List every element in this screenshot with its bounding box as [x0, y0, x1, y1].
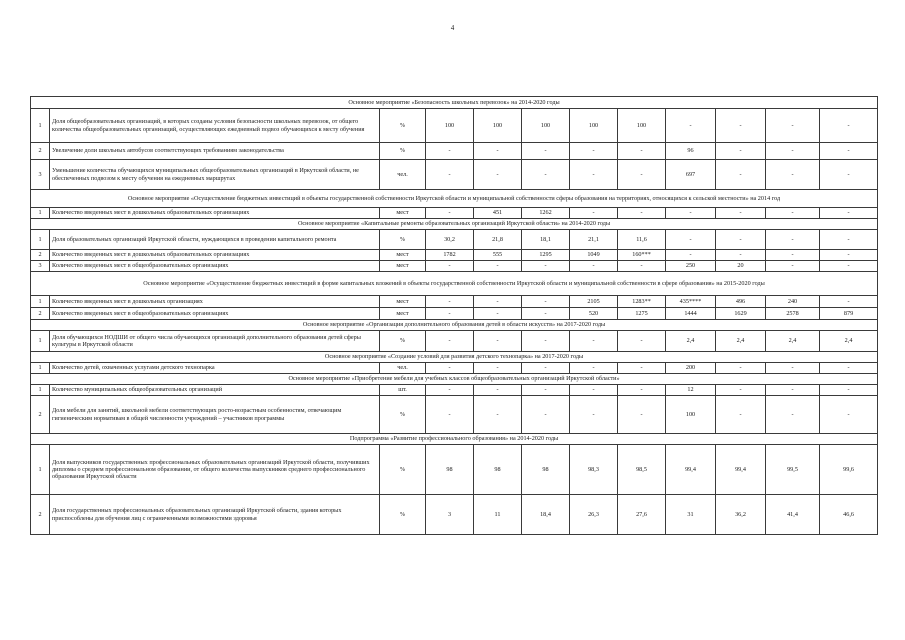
indicator-name: Доля образовательных организаций Иркутской области, нуждающихся в проведении капитального ремонта [50, 230, 380, 250]
value-cell: - [522, 160, 570, 190]
table-row [31, 109, 878, 143]
value-cell: - [716, 363, 766, 374]
value-cell: - [570, 261, 618, 272]
value-cell: 451 [474, 208, 522, 219]
table-row [31, 495, 878, 535]
section-header-row [31, 272, 878, 296]
row-number: 1 [31, 208, 50, 219]
value-cell: - [570, 363, 618, 374]
value-cell: - [570, 160, 618, 190]
value-cell: - [618, 385, 666, 396]
value-cell: - [474, 261, 522, 272]
value-cell: - [570, 385, 618, 396]
unit-cell: % [380, 331, 426, 352]
value-cell: 99,4 [716, 445, 766, 495]
value-cell: 100 [426, 109, 474, 143]
value-cell: - [522, 331, 570, 352]
section-header-row [31, 97, 878, 109]
value-cell: 1782 [426, 250, 474, 261]
value-cell: - [820, 143, 878, 160]
value-cell: 250 [666, 261, 716, 272]
value-cell: - [426, 385, 474, 396]
value-cell: 99,4 [666, 445, 716, 495]
indicator-name: Доля выпускников государственных профессиональных образовательных организаций Иркутской области, получивших дипломы о среднем профессиональном образовании, от общего количества выпускников среднего профессионального образования Иркутской области [50, 445, 380, 495]
unit-cell: % [380, 495, 426, 535]
row-number: 2 [31, 396, 50, 434]
section-title: Основное мероприятие «Осуществление бюджетных инвестиций в объекты государственной собственности Иркутской области и муниципальной собственности сферы образования на территориях, относящихся к сельской местности» на 2014 год [31, 190, 878, 208]
row-number: 3 [31, 160, 50, 190]
section-title: Основное мероприятие «Осуществление бюджетных инвестиций в форме капитальных вложений в объекты государственной собственности Иркутской области и муниципальной собственности в сфере образования» на 2015-2020 годы [31, 272, 878, 296]
value-cell: - [820, 250, 878, 261]
indicator-name: Количество введенных мест в дошкольных образовательных организациях [50, 208, 380, 219]
value-cell: - [618, 160, 666, 190]
value-cell: 98 [426, 445, 474, 495]
section-title: Основное мероприятие «Приобретение мебели для учебных классов общеобразовательных организаций Иркутской области» [31, 374, 878, 385]
value-cell: 46,6 [820, 495, 878, 535]
section-header-row [31, 190, 878, 208]
table-row [31, 331, 878, 352]
row-number: 2 [31, 250, 50, 261]
row-number: 1 [31, 296, 50, 308]
unit-cell: мест [380, 296, 426, 308]
value-cell: - [426, 331, 474, 352]
value-cell: 100 [618, 109, 666, 143]
value-cell: - [766, 261, 820, 272]
value-cell: - [716, 109, 766, 143]
value-cell: - [570, 143, 618, 160]
value-cell: - [716, 396, 766, 434]
value-cell: 27,6 [618, 495, 666, 535]
row-number: 1 [31, 230, 50, 250]
value-cell: 98,3 [570, 445, 618, 495]
value-cell: - [522, 308, 570, 320]
row-number: 1 [31, 331, 50, 352]
value-cell: - [474, 385, 522, 396]
value-cell: 100 [522, 109, 570, 143]
value-cell: - [426, 308, 474, 320]
value-cell: - [666, 230, 716, 250]
unit-cell: чел. [380, 363, 426, 374]
indicator-name: Доля общеобразовательных организаций, в которых созданы условия безопасности школьных перевозок, от общего количества общеобразовательных организаций, осуществляющих ежедневный подвоз обучающихся к месту обучения [50, 109, 380, 143]
indicator-name: Количество введенных мест в общеобразовательных организациях [50, 261, 380, 272]
unit-cell: шт. [380, 385, 426, 396]
value-cell: - [666, 250, 716, 261]
value-cell: - [666, 208, 716, 219]
value-cell: 100 [474, 109, 522, 143]
indicator-name: Количество детей, охваченных услугами детского технопарка [50, 363, 380, 374]
value-cell: 697 [666, 160, 716, 190]
value-cell: - [474, 363, 522, 374]
section-title: Основное мероприятие «Создание условий для развития детского технопарка» на 2017-2020 годы [31, 352, 878, 363]
value-cell: 2,4 [716, 331, 766, 352]
value-cell: - [618, 208, 666, 219]
value-cell: - [426, 208, 474, 219]
value-cell: - [474, 160, 522, 190]
value-cell: 1295 [522, 250, 570, 261]
value-cell: 11,6 [618, 230, 666, 250]
indicators-table [30, 96, 878, 535]
value-cell: - [618, 396, 666, 434]
table-row [31, 230, 878, 250]
value-cell: - [618, 331, 666, 352]
unit-cell: мест [380, 308, 426, 320]
table-row [31, 445, 878, 495]
value-cell: - [716, 385, 766, 396]
page-number: 4 [450, 24, 455, 32]
value-cell: - [766, 396, 820, 434]
value-cell: - [426, 160, 474, 190]
value-cell: - [766, 385, 820, 396]
value-cell: - [820, 261, 878, 272]
value-cell: - [766, 109, 820, 143]
value-cell: - [618, 143, 666, 160]
value-cell: 435**** [666, 296, 716, 308]
value-cell: 21,1 [570, 230, 618, 250]
unit-cell: чел. [380, 160, 426, 190]
value-cell: 98 [474, 445, 522, 495]
value-cell: 100 [570, 109, 618, 143]
table-row [31, 160, 878, 190]
value-cell: 12 [666, 385, 716, 396]
value-cell: - [766, 250, 820, 261]
value-cell: 240 [766, 296, 820, 308]
value-cell: 2,4 [820, 331, 878, 352]
value-cell: 3 [426, 495, 474, 535]
row-number: 1 [31, 109, 50, 143]
value-cell: 31 [666, 495, 716, 535]
value-cell: 1444 [666, 308, 716, 320]
indicator-name: Доля государственных профессиональных образовательных организаций Иркутской области, здания которых приспособлены для обучения лиц с ограниченными возможностями здоровья [50, 495, 380, 535]
value-cell: 1049 [570, 250, 618, 261]
value-cell: - [766, 143, 820, 160]
value-cell: - [522, 385, 570, 396]
table-row [31, 396, 878, 434]
value-cell: 200 [666, 363, 716, 374]
section-header-row [31, 219, 878, 230]
section-header-row [31, 434, 878, 445]
table-row [31, 261, 878, 272]
unit-cell: % [380, 143, 426, 160]
section-header-row [31, 320, 878, 331]
table-row [31, 143, 878, 160]
value-cell: - [570, 396, 618, 434]
value-cell: 2105 [570, 296, 618, 308]
value-cell: 41,4 [766, 495, 820, 535]
row-number: 2 [31, 143, 50, 160]
value-cell: 1283** [618, 296, 666, 308]
unit-cell: % [380, 109, 426, 143]
row-number: 2 [31, 495, 50, 535]
value-cell: - [820, 396, 878, 434]
value-cell: 160*** [618, 250, 666, 261]
value-cell: - [474, 396, 522, 434]
value-cell: 18,4 [522, 495, 570, 535]
indicator-name: Количество введенных мест в общеобразовательных организациях [50, 308, 380, 320]
value-cell: 26,3 [570, 495, 618, 535]
value-cell: - [820, 230, 878, 250]
value-cell: - [522, 261, 570, 272]
table-row [31, 363, 878, 374]
unit-cell: мест [380, 250, 426, 261]
indicator-name: Доля мебели для занятий, школьной мебели соответствующих росто-возрастным особенностям, отвечающим гигиеническим нормативам в общей численности учреждений – участников программы [50, 396, 380, 434]
value-cell: - [522, 396, 570, 434]
value-cell: - [570, 331, 618, 352]
value-cell: 1262 [522, 208, 570, 219]
value-cell: 100 [666, 396, 716, 434]
value-cell: - [716, 250, 766, 261]
unit-cell: мест [380, 261, 426, 272]
row-number: 1 [31, 445, 50, 495]
unit-cell: % [380, 230, 426, 250]
value-cell: - [820, 296, 878, 308]
section-header-row [31, 374, 878, 385]
value-cell: - [618, 363, 666, 374]
row-number: 1 [31, 363, 50, 374]
value-cell: - [716, 143, 766, 160]
value-cell: 96 [666, 143, 716, 160]
table-row [31, 385, 878, 396]
value-cell: 496 [716, 296, 766, 308]
row-number: 3 [31, 261, 50, 272]
value-cell: - [426, 363, 474, 374]
value-cell: 11 [474, 495, 522, 535]
value-cell: - [820, 109, 878, 143]
table-row [31, 208, 878, 219]
value-cell: - [766, 160, 820, 190]
value-cell: 2578 [766, 308, 820, 320]
indicator-name: Доля обучающихся НОДШИ от общего числа обучающихся организаций дополнительного образования детей сферы культуры в Иркутской области [50, 331, 380, 352]
unit-cell: % [380, 445, 426, 495]
value-cell: - [716, 230, 766, 250]
indicator-name: Количество введенных мест в дошкольных организациях [50, 296, 380, 308]
value-cell: 30,2 [426, 230, 474, 250]
value-cell: - [766, 230, 820, 250]
section-header-row [31, 352, 878, 363]
value-cell: 2,4 [766, 331, 820, 352]
value-cell: - [474, 308, 522, 320]
indicator-name: Количество муниципальных общеобразовательных организаций [50, 385, 380, 396]
section-title: Подпрограмма «Развитие профессионального образования» на 2014-2020 годы [31, 434, 878, 445]
value-cell: - [716, 208, 766, 219]
value-cell: - [820, 208, 878, 219]
value-cell: 21,8 [474, 230, 522, 250]
value-cell: 98,5 [618, 445, 666, 495]
value-cell: 879 [820, 308, 878, 320]
row-number: 2 [31, 308, 50, 320]
value-cell: - [820, 385, 878, 396]
value-cell: - [618, 261, 666, 272]
value-cell: - [766, 208, 820, 219]
table-row [31, 296, 878, 308]
indicator-name: Количество введенных мест в дошкольных образовательных организациях [50, 250, 380, 261]
value-cell: 1629 [716, 308, 766, 320]
section-title: Основное мероприятие «Безопасность школьных перевозок» на 2014-2020 годы [31, 97, 878, 109]
value-cell: 1275 [618, 308, 666, 320]
value-cell: - [522, 363, 570, 374]
table-row [31, 250, 878, 261]
value-cell: 18,1 [522, 230, 570, 250]
value-cell: - [474, 331, 522, 352]
value-cell: 99,5 [766, 445, 820, 495]
section-title: Основное мероприятие «Капитальные ремонты образовательных организаций Иркутской области» на 2014-2020 годы [31, 219, 878, 230]
value-cell: 2,4 [666, 331, 716, 352]
value-cell: - [426, 143, 474, 160]
value-cell: - [570, 208, 618, 219]
value-cell: - [766, 363, 820, 374]
value-cell: - [426, 261, 474, 272]
value-cell: - [426, 296, 474, 308]
value-cell: 99,6 [820, 445, 878, 495]
value-cell: 520 [570, 308, 618, 320]
table-row [31, 308, 878, 320]
value-cell: - [820, 160, 878, 190]
indicator-name: Уменьшение количества обучающихся муниципальных общеобразовательных организаций в Иркутской области, не обеспеченных подвозом к месту обучения на ежедневных маршрутах [50, 160, 380, 190]
indicator-name: Увеличение доли школьных автобусов соответствующих требованиям законодательства [50, 143, 380, 160]
value-cell: 20 [716, 261, 766, 272]
value-cell: 555 [474, 250, 522, 261]
value-cell: - [474, 143, 522, 160]
value-cell: - [820, 363, 878, 374]
unit-cell: мест [380, 208, 426, 219]
row-number: 1 [31, 385, 50, 396]
value-cell: - [716, 160, 766, 190]
unit-cell: % [380, 396, 426, 434]
value-cell: - [522, 143, 570, 160]
value-cell: - [474, 296, 522, 308]
section-title: Основное мероприятие «Организация дополнительного образования детей в области искусств» на 2017-2020 годы [31, 320, 878, 331]
value-cell: - [522, 296, 570, 308]
value-cell: 36,2 [716, 495, 766, 535]
value-cell: - [666, 109, 716, 143]
value-cell: 98 [522, 445, 570, 495]
value-cell: - [426, 396, 474, 434]
